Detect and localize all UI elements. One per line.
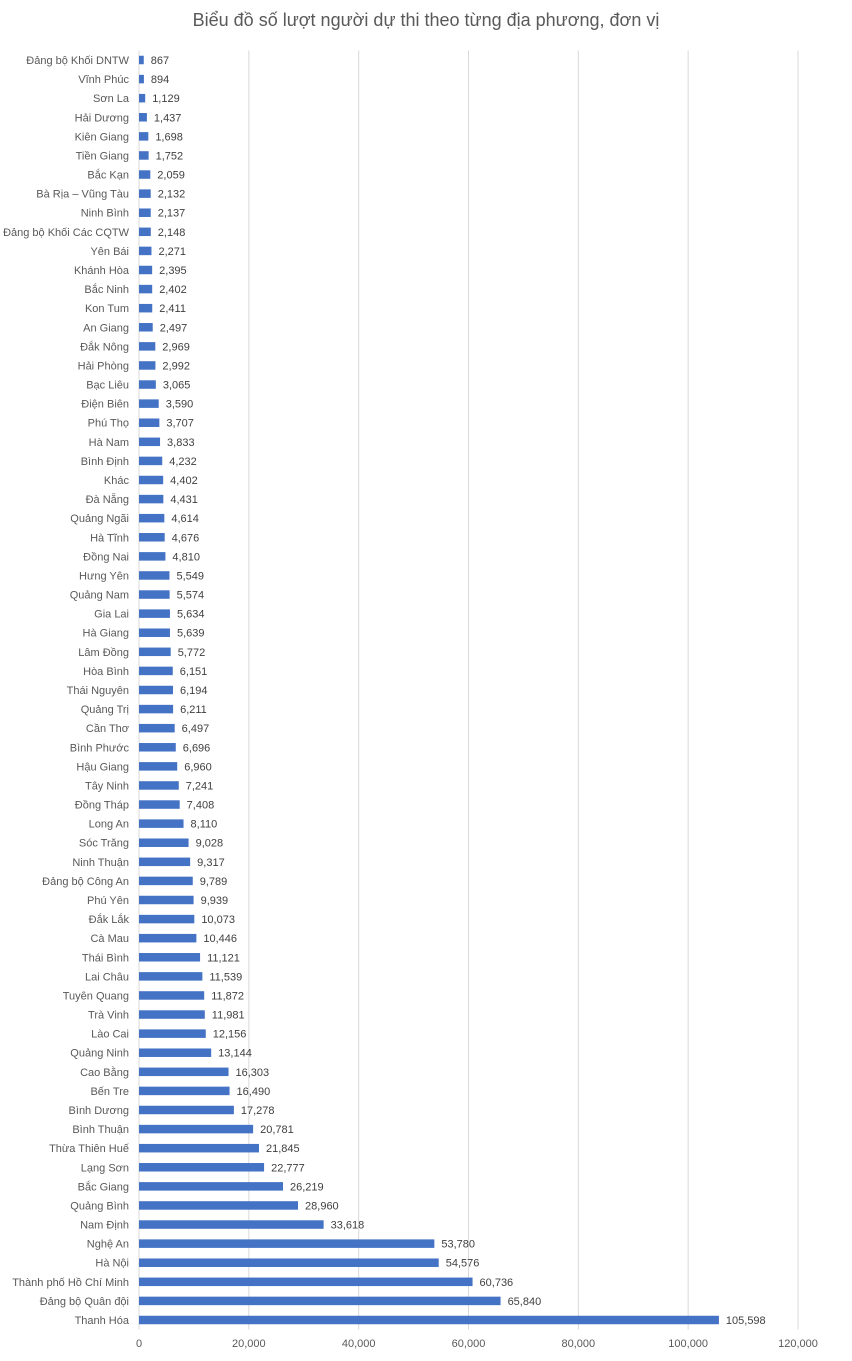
category-label: Hưng Yên	[79, 570, 129, 583]
data-label: 2,497	[159, 322, 188, 335]
data-label: 5,634	[176, 608, 205, 621]
category-label: Bạc Liêu	[86, 379, 129, 392]
bar	[139, 533, 165, 542]
bar	[139, 132, 148, 141]
category-label: Tuyên Quang	[62, 990, 129, 1003]
category-label: Quảng Ngãi	[70, 513, 129, 526]
category-label: Tây Ninh	[84, 780, 129, 793]
bar	[139, 609, 170, 618]
x-tick-label: 0	[135, 1338, 143, 1350]
data-label: 65,840	[507, 1295, 542, 1308]
category-label: Ninh Bình	[80, 207, 129, 220]
data-label: 6,696	[182, 742, 211, 755]
category-label: Đắk Nông	[80, 341, 129, 354]
bar	[139, 438, 160, 447]
data-label: 9,789	[199, 875, 228, 888]
category-label: Hải Phòng	[77, 360, 129, 373]
category-label: Hà Tĩnh	[90, 532, 129, 545]
category-label: Cần Thơ	[85, 723, 129, 736]
data-label: 22,777	[271, 1162, 305, 1175]
bar	[139, 1239, 434, 1248]
category-label: An Giang	[83, 322, 129, 335]
data-label: 1,752	[155, 150, 184, 163]
bar	[139, 838, 189, 847]
x-tick-label: 100,000	[668, 1338, 709, 1350]
bar	[139, 571, 169, 580]
data-label: 2,137	[157, 207, 186, 220]
chart-title: Biểu đồ số lượt người dự thi theo từng địa phương, đơn vị	[192, 10, 660, 30]
data-label: 9,028	[195, 837, 224, 850]
bar	[139, 1316, 719, 1325]
category-label: Bình Định	[80, 455, 129, 468]
gridlines	[139, 50, 798, 1329]
category-label: Thái Bình	[81, 952, 129, 965]
data-label: 28,960	[305, 1200, 339, 1213]
bar	[139, 189, 151, 198]
bar	[139, 1182, 283, 1191]
data-label: 53,780	[441, 1238, 475, 1251]
bar	[139, 1010, 205, 1019]
bar	[139, 304, 152, 313]
data-label: 2,402	[159, 284, 187, 297]
x-tick-label: 60,000	[451, 1338, 486, 1350]
bar	[139, 113, 147, 122]
category-label: Tiền Giang	[75, 150, 129, 163]
category-label: Sóc Trăng	[78, 837, 129, 850]
category-label: Khác	[103, 475, 129, 487]
data-label: 16,490	[236, 1085, 271, 1098]
category-label: Quảng Trị	[80, 704, 129, 717]
bar	[139, 590, 170, 599]
category-label: Quảng Bình	[70, 1200, 129, 1213]
bar	[139, 991, 204, 1000]
category-label: Đảng bộ Quân đội	[39, 1295, 129, 1308]
category-label: Vĩnh Phúc	[78, 74, 129, 87]
category-label: Bà Rịa – Vũng Tàu	[36, 188, 129, 201]
bar	[139, 1297, 501, 1306]
data-label: 11,539	[209, 971, 243, 984]
bar	[139, 552, 165, 561]
bar	[139, 743, 176, 752]
bar	[139, 399, 159, 408]
bar	[139, 1068, 229, 1077]
bar	[139, 1087, 230, 1096]
data-label: 1,129	[152, 93, 180, 106]
category-label: Lào Cai	[91, 1028, 129, 1041]
data-labels	[151, 55, 766, 1327]
data-label: 1,698	[155, 131, 183, 144]
category-label: Bình Dương	[68, 1105, 129, 1117]
bar	[139, 247, 151, 256]
category-label: Nghệ An	[86, 1238, 129, 1251]
data-label: 12,156	[212, 1028, 247, 1041]
bar	[139, 208, 151, 217]
data-label: 3,065	[162, 379, 191, 392]
category-label: Bắc Ninh	[84, 284, 129, 297]
category-label: Khánh Hòa	[73, 265, 129, 277]
category-label: Bắc Kạn	[87, 169, 129, 182]
data-label: 3,590	[165, 398, 194, 411]
category-label: Đà Nẵng	[85, 494, 129, 507]
category-label: Hậu Giang	[76, 761, 129, 774]
category-label: Bắc Giang	[77, 1181, 129, 1194]
data-label: 60,736	[479, 1276, 514, 1289]
bar	[139, 934, 196, 943]
bar	[139, 972, 202, 981]
bar	[139, 56, 144, 65]
bars	[139, 56, 719, 1325]
bar	[139, 170, 150, 179]
data-label: 6,497	[181, 723, 210, 736]
bar	[139, 800, 180, 809]
category-label: Hà Giang	[82, 627, 129, 640]
bar	[139, 877, 193, 886]
data-label: 20,781	[260, 1124, 294, 1137]
bar	[139, 953, 200, 962]
data-label: 2,395	[159, 265, 187, 277]
data-label: 5,574	[176, 589, 205, 602]
data-label: 11,981	[211, 1009, 245, 1022]
data-label: 4,614	[171, 513, 199, 526]
data-label: 10,446	[203, 933, 238, 946]
x-tick-label: 20,000	[232, 1338, 266, 1350]
category-label: Phú Thọ	[87, 417, 129, 430]
data-label: 7,408	[186, 799, 215, 812]
bar	[139, 1163, 264, 1172]
data-label: 11,872	[211, 990, 245, 1003]
data-label: 26,219	[289, 1181, 324, 1194]
bar	[139, 285, 152, 294]
data-label: 11,121	[207, 952, 240, 965]
category-label: Hà Nội	[95, 1257, 129, 1270]
data-label: 8,110	[190, 818, 218, 831]
data-label: 13,144	[218, 1047, 252, 1060]
category-label: Kiên Giang	[74, 131, 129, 144]
data-label: 2,992	[162, 360, 190, 373]
category-label: Đồng Tháp	[74, 799, 129, 812]
bar	[139, 228, 151, 237]
bar	[139, 418, 159, 427]
bar	[139, 648, 171, 657]
bar	[139, 1029, 206, 1038]
data-label: 5,639	[176, 627, 205, 640]
category-label: Lai Châu	[84, 971, 129, 984]
bar	[139, 1201, 298, 1210]
data-label: 2,148	[157, 226, 186, 239]
category-label: Nam Định	[80, 1219, 129, 1232]
bar	[139, 762, 177, 771]
data-label: 4,431	[170, 494, 198, 507]
data-label: 5,549	[176, 570, 205, 583]
bar	[139, 1278, 473, 1287]
category-label: Cao Bằng	[80, 1066, 129, 1079]
bar	[139, 476, 163, 485]
bar	[139, 819, 184, 828]
data-label: 33,618	[330, 1219, 365, 1232]
category-label: Lâm Đồng	[78, 646, 129, 659]
data-label: 9,939	[200, 895, 229, 907]
category-label: Yên Bái	[90, 245, 129, 258]
category-label: Hà Nam	[88, 436, 129, 449]
category-label: Thái Nguyên	[66, 685, 129, 697]
category-label: Hải Dương	[74, 112, 129, 125]
data-label: 4,810	[172, 551, 200, 564]
x-tick-label: 40,000	[341, 1338, 376, 1350]
data-label: 2,059	[157, 169, 185, 182]
data-label: 4,402	[170, 475, 198, 487]
data-label: 2,969	[162, 341, 190, 354]
category-label: Đồng Nai	[83, 551, 129, 564]
category-label: Ninh Thuận	[72, 856, 129, 869]
category-label: Hòa Bình	[83, 665, 129, 678]
category-label: Gia Lai	[94, 608, 129, 621]
bar	[139, 1144, 259, 1153]
bar	[139, 724, 175, 733]
data-label: 10,073	[201, 914, 235, 927]
bar	[139, 1106, 234, 1115]
bar	[139, 667, 173, 676]
data-label: 6,960	[184, 761, 212, 774]
category-label: Quảng Ninh	[70, 1047, 129, 1060]
data-label: 16,303	[235, 1066, 270, 1079]
category-label: Phú Yên	[86, 895, 129, 907]
bar	[139, 380, 156, 389]
data-label: 1,437	[153, 112, 182, 125]
bar	[139, 1220, 324, 1229]
bar	[139, 628, 170, 637]
bar	[139, 94, 145, 103]
x-axis-tick-labels	[136, 1338, 818, 1350]
data-label: 6,211	[180, 704, 207, 717]
category-label: Đảng bộ Khối Các CQTW	[3, 226, 129, 239]
data-label: 3,707	[166, 417, 194, 430]
bar	[139, 323, 153, 332]
bar	[139, 266, 152, 275]
bar	[139, 781, 179, 790]
category-label: Lạng Sơn	[80, 1162, 129, 1175]
category-label: Đảng bộ Khối DNTW	[26, 55, 129, 67]
bar	[139, 495, 163, 504]
data-label: 21,845	[265, 1143, 300, 1156]
category-label: Thành phố Hồ Chí Minh	[12, 1276, 129, 1289]
category-label: Đắk Lắk	[88, 914, 129, 927]
data-label: 105,598	[725, 1315, 766, 1327]
category-label: Quảng Nam	[69, 589, 129, 602]
bar	[139, 151, 149, 160]
data-label: 867	[150, 55, 170, 67]
bar	[139, 1258, 439, 1267]
category-label: Thừa Thiên Huế	[49, 1143, 129, 1156]
data-label: 17,278	[240, 1105, 275, 1117]
category-label: Long An	[88, 818, 129, 831]
bar	[139, 1125, 253, 1134]
data-label: 6,194	[180, 685, 208, 697]
bar	[139, 705, 173, 714]
data-label: 2,411	[159, 303, 186, 316]
category-label: Sơn La	[93, 93, 129, 106]
data-label: 2,132	[157, 188, 186, 201]
bar	[139, 514, 164, 523]
data-label: 54,576	[445, 1257, 480, 1270]
category-label: Cà Mau	[90, 933, 129, 946]
category-label: Bình Phước	[69, 742, 129, 755]
category-label: Bình Thuận	[72, 1124, 129, 1137]
category-labels	[3, 55, 130, 1327]
category-label: Điện Biên	[81, 398, 129, 411]
category-label: Trà Vinh	[88, 1009, 129, 1022]
bar	[139, 915, 194, 924]
data-label: 2,271	[158, 245, 187, 258]
category-label: Đảng bộ Công An	[42, 875, 129, 888]
data-label: 7,241	[185, 780, 214, 793]
category-label: Kon Tum	[84, 303, 129, 316]
data-label: 3,833	[167, 436, 195, 449]
data-label: 4,232	[169, 455, 197, 468]
bar	[139, 361, 155, 370]
x-tick-label: 120,000	[778, 1338, 818, 1350]
data-label: 9,317	[197, 856, 225, 869]
data-label: 5,772	[177, 646, 206, 659]
bar	[139, 342, 155, 351]
bar	[139, 686, 173, 695]
bar	[139, 896, 194, 905]
category-label: Thanh Hóa	[74, 1315, 129, 1327]
bar	[139, 457, 162, 466]
category-label: Bến Tre	[90, 1085, 129, 1098]
data-label: 894	[150, 74, 170, 87]
bar	[139, 858, 190, 867]
bar	[139, 1048, 211, 1057]
x-tick-label: 80,000	[561, 1338, 596, 1350]
data-label: 6,151	[179, 665, 208, 678]
bar	[139, 75, 144, 84]
data-label: 4,676	[171, 532, 200, 545]
